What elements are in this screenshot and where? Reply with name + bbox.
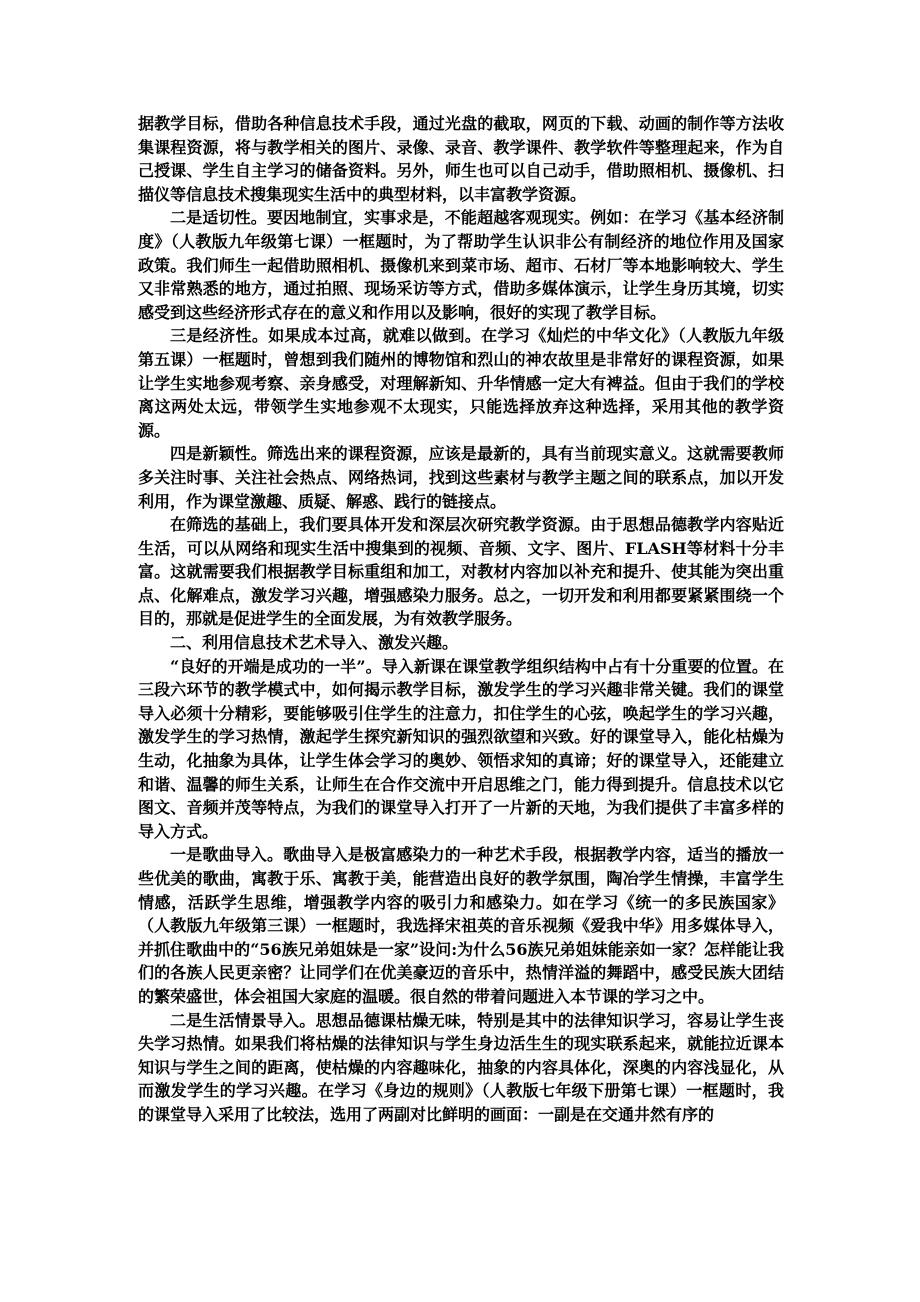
- paragraph-1: 据教学目标，借助各种信息技术手段，通过光盘的截取，网页的下载、动画的制作等方法收集课程资源，将与教学相关的图片、录像、录音、教学课件、教学软件等整理起来，作为自己授课、学生自主学习的储备资料。另外，师生也可以自己动手，借助照相机、摄像机、扫描仪等信息技术搜集现实生活中的典型材料，以丰富教学资源。: [138, 114, 784, 204]
- section-heading: 二、利用信息技术艺术导入、激发兴趣。: [170, 633, 459, 653]
- paragraph-9: 二是生活情景导入。思想品德课枯燥无味，特别是其中的法律知识学习，容易让学生丧失学习热情。如果我们将枯燥的法律知识与学生身边活生生的现实联系起来，就能拉近课本知识与学生之间的距离，使枯燥的内容趣味化，抽象的内容具体化，深奥的内容浅显化，从而激发学生的学习兴趣。在学习《身边的规则》（人教版七年级下册第七课）一框题时，我的课堂导入采用了比较法，选用了两副对比鲜明的画面：一副是在交通井然有序的: [138, 1010, 784, 1124]
- paragraph-7: “良好的开端是成功的一半”。导入新课在课堂教学组织结构中占有十分重要的位置。在三段六环节的教学模式中，如何揭示教学目标，激发学生的学习兴趣非常关键。我们的课堂导入必须十分精彩，要能够吸引住学生的注意力，扣住学生的心弦，唤起学生的学习兴趣，激发学生的学习热情，激起学生探究新知识的强烈欲望和兴致。好的课堂导入，能化枯燥为生动，化抽象为具体，让学生体会学习的奥妙、领悟求知的真谛；好的课堂导入，还能建立和谐、温馨的师生关系，让师生在合作交流中开启思维之门，能力得到提升。信息技术以它图文、音频并茂等特点，为我们的课堂导入打开了一片新的天地，为我们提供了丰富多样的导入方式。: [138, 656, 784, 841]
- document-body: [138, 112, 784, 1127]
- paragraph-8: 一是歌曲导入。歌曲导入是极富感染力的一种艺术手段，根据教学内容，适当的播放一些优美的歌曲，寓教于乐、寓教于美，能营造出良好的教学氛围，陶冶学生情操，丰富学生情感，活跃学生思维，增强教学内容的吸引力和感染力。如在学习《统一的多民族国家》（人教版九年级第三课）一框题时，我选择宋祖英的音乐视频《爱我中华》用多媒体导入，并抓住歌曲中的“56族兄弟姐妹是一家”设问:为什么56族兄弟姐妹能亲如一家？怎样能让我们的各族人民更亲密？让同学们在优美豪迈的音乐中，热情洋溢的舞蹈中，感受民族大团结的繁荣盛世，体会祖国大家庭的温暖。很自然的带着问题进入本节课的学习之中。: [138, 845, 784, 1006]
- paragraph-2: 二是适切性。要因地制宜，实事求是，不能超越客观现实。例如：在学习《基本经济制度》（人教版九年级第七课）一框题时，为了帮助学生认识非公有制经济的地位作用及国家政策。我们师生一起借助照相机、摄像机来到菜市场、超市、石材厂等本地影响较大、学生又非常熟悉的地方，通过拍照、现场采访等方式，借助多媒体演示，让学生身历其境，切实感受到这些经济形式存在的意义和作用以及影响，很好的实现了教学目标。: [138, 208, 784, 322]
- paragraph-5: 在筛选的基础上，我们要具体开发和深层次研究教学资源。由于思想品德教学内容贴近生活，可以从网络和现实生活中搜集到的视频、音频、文字、图片、FLASH等材料十分丰富。这就需要我们根据教学目标重组和加工，对教材内容加以补充和提升、使其能为突出重点、化解难点，激发学习兴趣，增强感染力服务。总之，一切开发和利用都要紧紧围绕一个目的，那就是促进学生的全面发展，为有效教学服务。: [138, 515, 784, 629]
- paragraph-3: 三是经济性。如果成本过高，就难以做到。在学习《灿烂的中华文化》（人教版九年级第五课）一框题时，曾想到我们随州的博物馆和烈山的神农故里是非常好的课程资源，如果让学生实地参观考察、亲身感受，对理解新知、升华情感一定大有裨益。但由于我们的学校离这两处太远，带领学生实地参观不太现实，只能选择放弃这种选择，采用其他的教学资源。: [138, 326, 784, 440]
- paragraph-4: 四是新颖性。筛选出来的课程资源，应该是最新的，具有当前现实意义。这就需要教师多关注时事、关注社会热点、网络热词，找到这些素材与教学主题之间的联系点，加以开发利用，作为课堂激趣、质疑、解惑、践行的链接点。: [138, 444, 784, 511]
